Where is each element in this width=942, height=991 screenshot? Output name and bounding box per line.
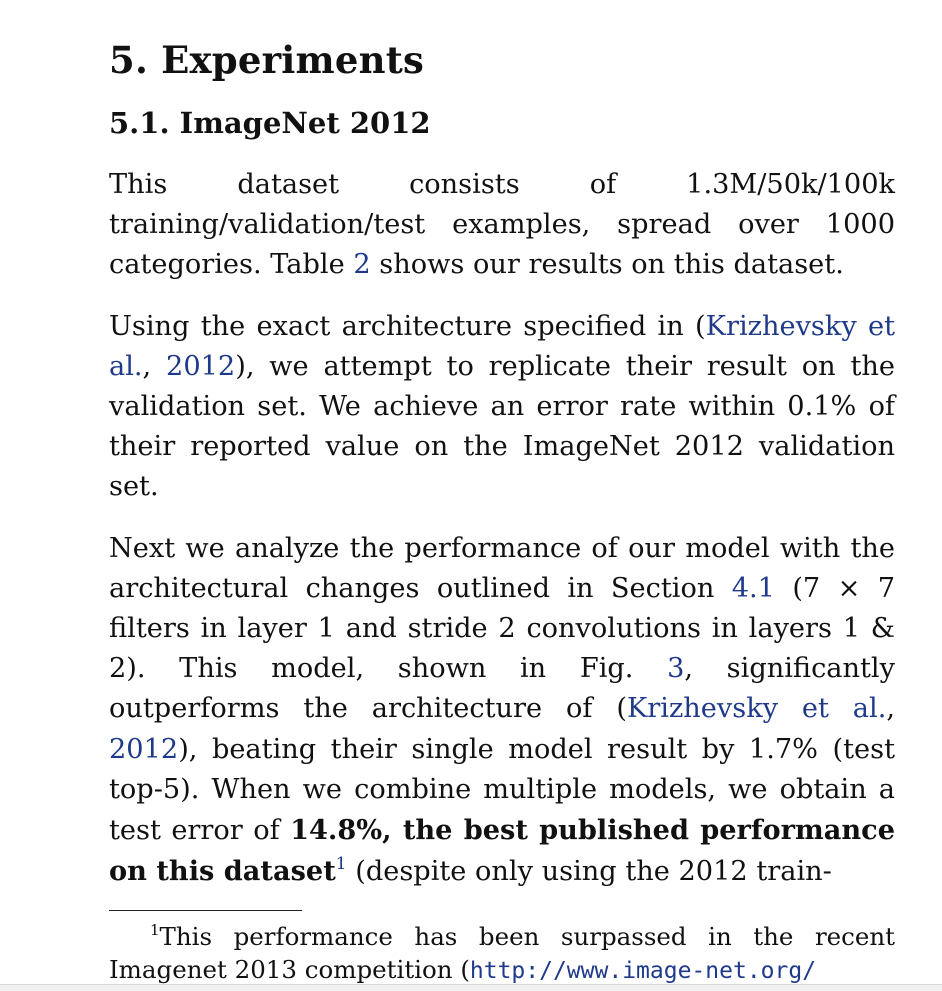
footnote (109, 920, 895, 988)
text-span: (7 × 7 filters in layer 1 and stride 2 convolutions in layers 1 & 2). This model, shown in Fig. (109, 572, 895, 685)
text-span: shows our results on this dataset. (370, 249, 844, 281)
footnote-text: This performance has been surpassed in the recent Imagenet 2013 competition ( (109, 922, 895, 984)
citation-link[interactable]: Krizhevsky et al. (626, 693, 887, 725)
table-reference-link[interactable]: 2 (353, 249, 371, 281)
text-span: , (142, 350, 167, 382)
section-heading: 5. Experiments (109, 38, 425, 82)
text-span: , (886, 693, 896, 725)
footnote-divider (109, 910, 302, 911)
footnote-url-link[interactable]: http://www.image-net.org/ (469, 958, 817, 984)
figure-reference-link[interactable]: 3 (667, 653, 685, 685)
section-reference-link[interactable]: 4.1 (731, 572, 775, 604)
text-span: Using the exact architecture specified in ( (109, 310, 706, 342)
paper-page (109, 38, 895, 892)
citation-year-link[interactable]: 2012 (166, 350, 236, 382)
text-span: ), beating their single model result by 1.7% (test top-5). When we combine multiple models, we obtain a test error of (109, 733, 895, 847)
bold-result-text: 14.8%, the best published performance on this dataset (109, 814, 895, 888)
subsection-heading: 5.1. ImageNet 2012 (109, 106, 431, 140)
paragraph-dataset (109, 165, 895, 286)
citation-link[interactable]: Krizhevsky et al. (109, 310, 896, 382)
paragraph-replication (109, 307, 895, 508)
text-span: ), we attempt to replicate their result on the validation set. We achieve an error rate within 0.1% of their reported value on the ImageNet 2012 validation set. (109, 350, 895, 503)
footnote-number: 1 (150, 921, 160, 939)
paragraph-performance (109, 529, 895, 893)
text-span: Next we analyze the performance of our model with the architectural changes outlined in Section (109, 532, 895, 604)
text-span: This dataset consists of 1.3M/50k/100k training/validation/test examples, spread over 1000 categories. Table (109, 169, 895, 281)
text-span: , significantly outperforms the architecture of ( (109, 653, 895, 725)
text-span: (despite only using the 2012 train- (346, 856, 832, 888)
citation-year-link[interactable]: 2012 (109, 733, 179, 765)
footnote-marker-link[interactable]: 1 (335, 854, 347, 875)
